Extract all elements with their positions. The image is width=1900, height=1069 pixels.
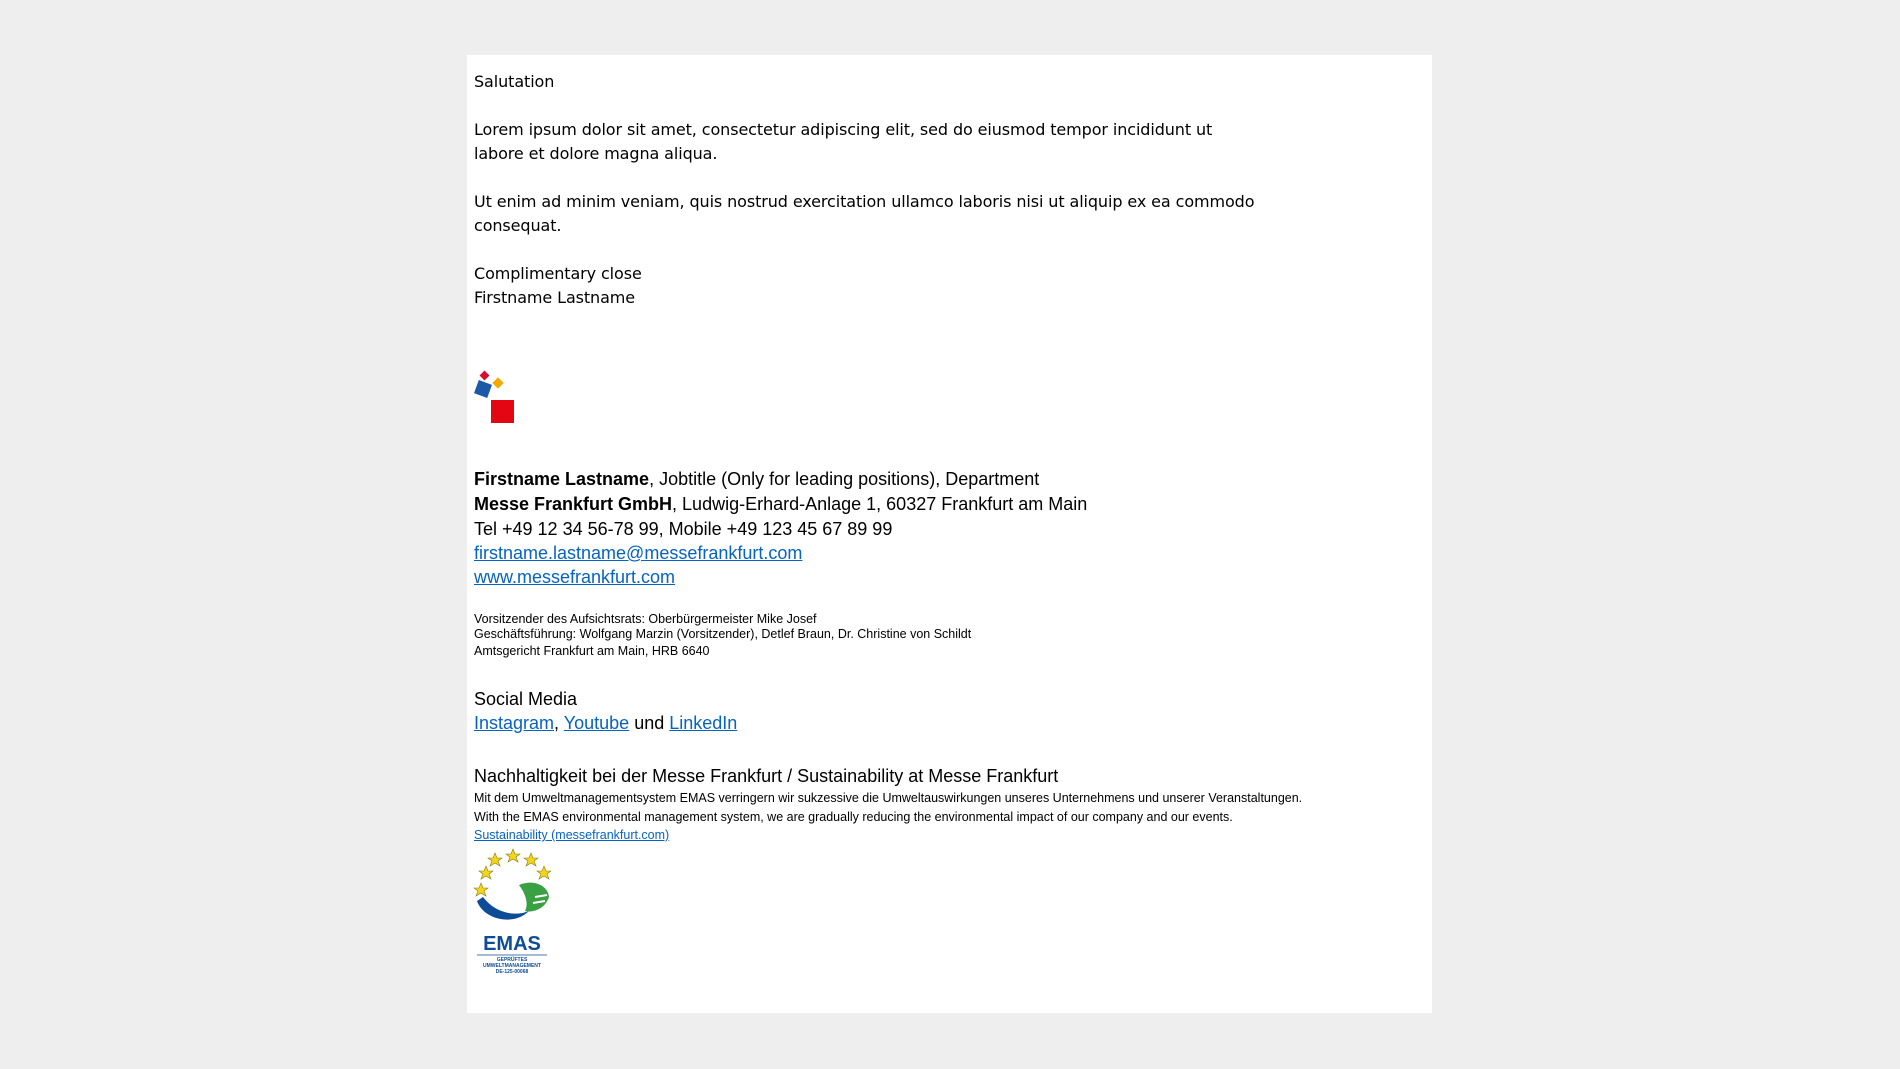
sustainability-text-en: With the EMAS environmental management system, we are gradually reducing the environmental impact of our company and our events. [474, 810, 1233, 824]
emas-sub-2: UMWELTMANAGEMENT [483, 963, 541, 969]
youtube-link[interactable]: Youtube [563, 713, 630, 733]
legal-line-2: Geschäftsführung: Wolfgang Marzin (Vorsitzender), Detlef Braun, Dr. Christine von Schildt [474, 627, 972, 641]
sustainability-link[interactable]: Sustainability (messefrankfurt.com) [474, 828, 670, 842]
signature-website-link[interactable]: www.messefrankfurt.com [474, 567, 676, 587]
legal-line-3: Amtsgericht Frankfurt am Main, HRB 6640 [474, 644, 710, 658]
paragraph-1-line-1: Lorem ipsum dolor sit amet, consectetur adipiscing elit, sed do eiusmod tempor incididunt ut [474, 120, 1213, 139]
linkedin-link[interactable]: LinkedIn [669, 713, 738, 733]
signature-name: Firstname Lastname [474, 469, 650, 489]
instagram-link[interactable]: Instagram [474, 713, 555, 733]
emas-label: EMAS [483, 933, 541, 955]
emas-sub-1: GEPRÜFTES [496, 957, 528, 963]
salutation-text: Salutation [474, 72, 555, 91]
complimentary-close: Complimentary close [474, 264, 642, 283]
sustainability-text-de: Mit dem Umweltmanagementsystem EMAS verringern wir sukzessive die Umweltauswirkungen unseres Unternehmens und unserer Veranstaltungen. [474, 791, 1303, 805]
signature-address: , Ludwig-Erhard-Anlage 1, 60327 Frankfurt am Main [672, 494, 1088, 514]
emas-sub-3: DE-125-00068 [495, 969, 529, 975]
sustainability-heading: Nachhaltigkeit bei der Messe Frankfurt / Sustainability at Messe Frankfurt [474, 766, 1059, 786]
paragraph-1-line-2: labore et dolore magna aliqua. [474, 144, 718, 163]
signature-name-line [474, 469, 1039, 490]
social-media-heading: Social Media [474, 689, 578, 709]
signature-jobtitle: , Jobtitle (Only for leading positions), Department [649, 469, 1040, 489]
signature-company: Messe Frankfurt GmbH [474, 494, 673, 514]
signature-email-link[interactable]: firstname.lastname@messefrankfurt.com [474, 543, 803, 563]
paragraph-2-line-2: consequat. [474, 216, 562, 235]
legal-line-1: Vorsitzender des Aufsichtsrats: Oberbürgermeister Mike Josef [474, 612, 817, 626]
email-body-page [467, 55, 1432, 1013]
messe-frankfurt-logo-icon [473, 370, 517, 426]
und-text: und [634, 713, 665, 733]
comma-separator: , [554, 713, 560, 733]
sender-name: Firstname Lastname [474, 288, 636, 307]
paragraph-2-line-1: Ut enim ad minim veniam, quis nostrud exercitation ullamco laboris nisi ut aliquip ex ea commodo [474, 192, 1255, 211]
social-media-links [474, 713, 737, 734]
signature-company-line [474, 494, 1087, 515]
signature-phone: Tel +49 12 34 56-78 99, Mobile +49 123 45 67 89 99 [474, 519, 893, 539]
emas-logo-icon [473, 847, 551, 977]
